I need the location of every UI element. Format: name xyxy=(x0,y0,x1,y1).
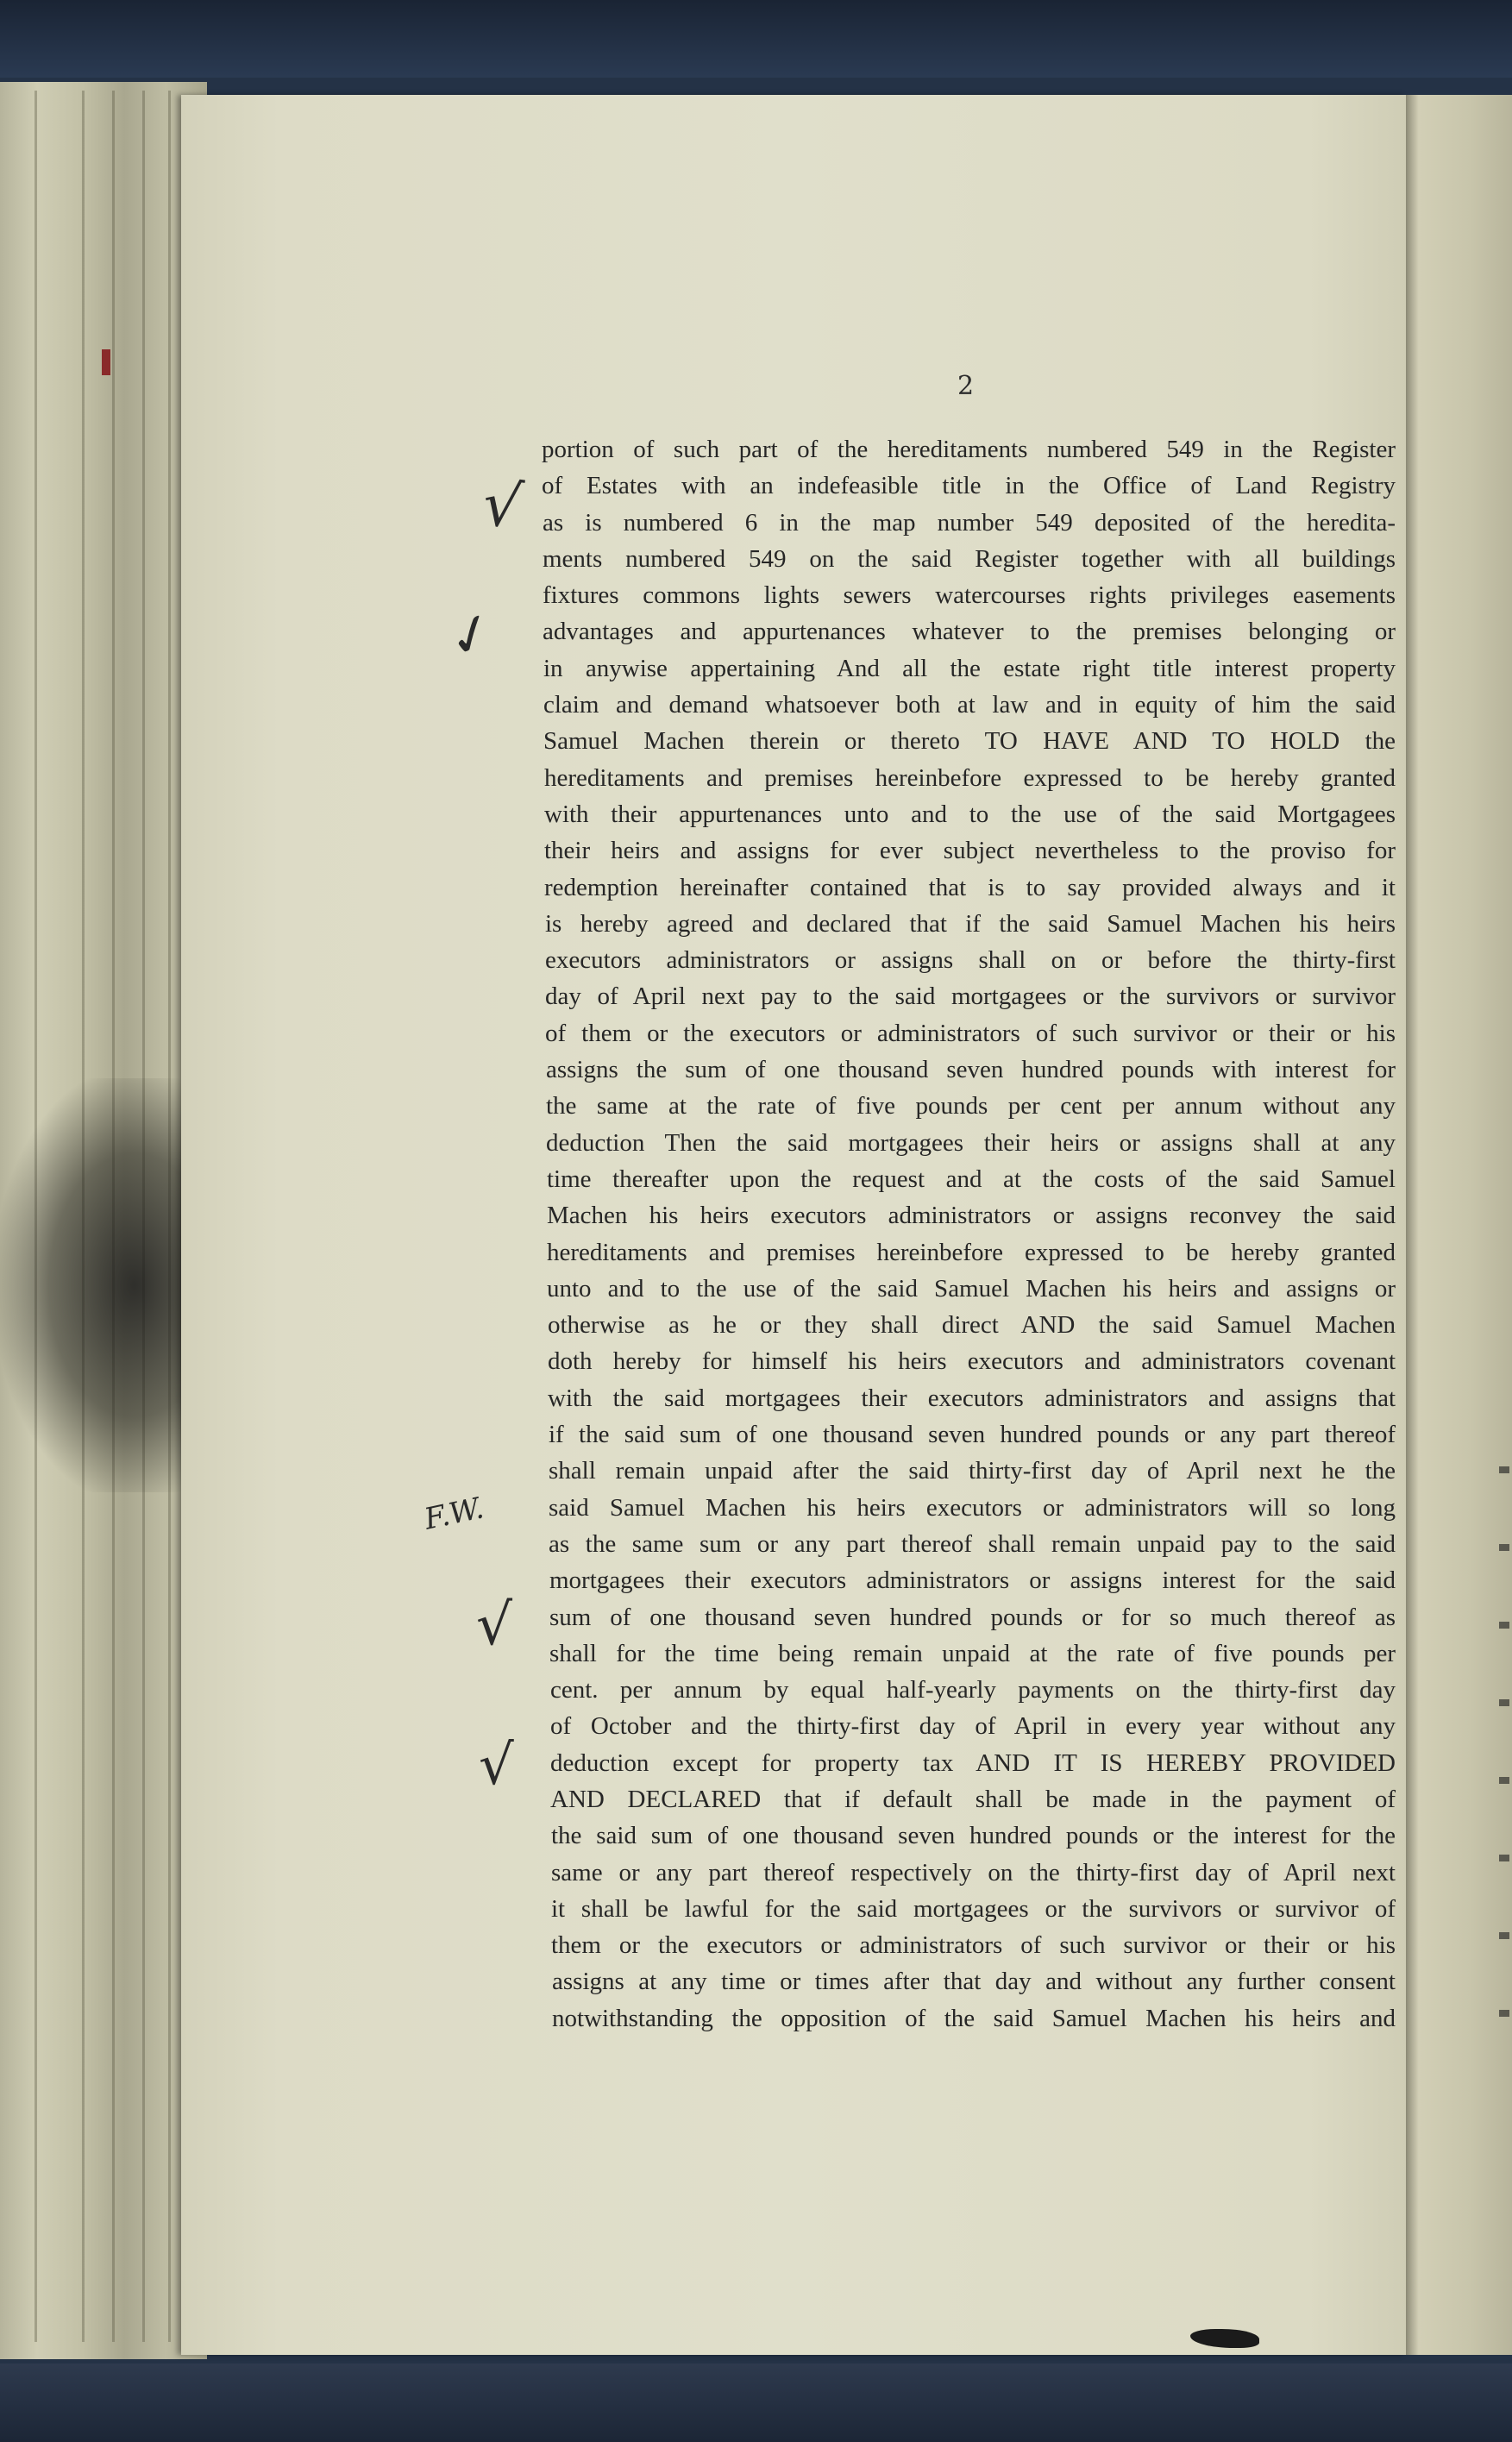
text-line: of October and the thirty-first day of April in every year without any xyxy=(550,1712,1396,1741)
text-line: executors administrators or assigns shall on or before the thirty-first xyxy=(545,946,1396,975)
text-line: doth hereby for himself his heirs executors and administrators covenant xyxy=(548,1347,1396,1376)
text-line: redemption hereinafter contained that is to say provided always and it xyxy=(544,873,1396,901)
margin-tick-mark: √ xyxy=(479,1734,514,1798)
text-line: with their appurtenances unto and to the use of the said Mortgagees xyxy=(544,800,1396,828)
text-line: time thereafter upon the request and at the costs of the said Samuel xyxy=(547,1165,1396,1193)
text-line: ments numbered 549 on the said Register together with all buildings xyxy=(543,544,1396,573)
deed-body-text xyxy=(542,431,1396,2037)
text-line: deduction except for property tax AND IT IS HEREBY PROVIDED xyxy=(550,1748,1396,1777)
text-line: the said sum of one thousand seven hundred pounds or the interest for the xyxy=(551,1822,1396,1850)
text-line: notwithstanding the opposition of the said Samuel Machen his heirs and xyxy=(552,2004,1396,2032)
text-line: day of April next pay to the said mortgagees or the survivors or survivor xyxy=(545,982,1396,1011)
text-line: as is numbered 6 in the map number 549 deposited of the heredita- xyxy=(543,508,1396,537)
text-line: claim and demand whatsoever both at law and in equity of him the said xyxy=(543,691,1396,719)
text-line: of Estates with an indefeasible title in the Office of Land Registry xyxy=(542,472,1396,500)
scan-background-top xyxy=(0,0,1512,78)
text-line: is hereby agreed and declared that if the said Samuel Machen his heirs xyxy=(545,909,1396,938)
text-line: as the same sum or any part thereof shall remain unpaid pay to the said xyxy=(549,1529,1396,1558)
text-line: fixtures commons lights sewers watercourses rights privileges easements xyxy=(543,581,1396,610)
text-line: hereditaments and premises hereinbefore expressed to be hereby granted xyxy=(544,763,1396,792)
red-tab-mark xyxy=(102,349,110,375)
text-line: advantages and appurtenances whatever to the premises belonging or xyxy=(543,618,1396,646)
margin-tick-mark: √ xyxy=(476,1591,513,1658)
margin-initials: F.W. xyxy=(421,1491,487,1537)
text-line: assigns at any time or times after that day and without any further consent xyxy=(552,1968,1396,1996)
margin-tick-mark: √ xyxy=(478,468,527,543)
facing-page-text-fragments xyxy=(1499,1466,1509,2036)
text-line: portion of such part of the hereditaments numbered 549 in the Register xyxy=(542,436,1396,463)
page-number: 2 xyxy=(957,371,975,401)
text-line: the same at the rate of five pounds per cent per annum without any xyxy=(546,1092,1396,1121)
text-line: AND DECLARED that if default shall be made in the payment of xyxy=(550,1785,1396,1813)
text-line: assigns the sum of one thousand seven hundred pounds with interest for xyxy=(546,1056,1396,1084)
text-line: them or the executors or administrators of such survivor or their or his xyxy=(551,1931,1396,1960)
text-line: shall for the time being remain unpaid at the rate of five pounds per xyxy=(549,1639,1396,1667)
text-line: unto and to the use of the said Samuel Machen his heirs and assigns or xyxy=(547,1274,1396,1303)
text-line: mortgagees their executors administrators or assigns interest for the said xyxy=(549,1566,1396,1595)
text-line: same or any part thereof respectively on the thirty-first day of April next xyxy=(551,1858,1396,1886)
text-line: Machen his heirs executors administrators or assigns reconvey the said xyxy=(547,1202,1396,1230)
margin-tick-mark: ✓ xyxy=(438,598,505,674)
text-line: their heirs and assigns for ever subject nevertheless to the proviso for xyxy=(544,837,1396,865)
text-line: if the said sum of one thousand seven hundred pounds or any part thereof xyxy=(549,1421,1396,1449)
text-line: otherwise as he or they shall direct AND the said Samuel Machen xyxy=(548,1311,1396,1340)
text-line: said Samuel Machen his heirs executors or administrators will so long xyxy=(549,1493,1396,1522)
scan-background-bottom xyxy=(0,2364,1512,2442)
text-line: it shall be lawful for the said mortgagees or the survivors or survivor of xyxy=(551,1894,1396,1923)
text-line: shall remain unpaid after the said thirty-first day of April next he the xyxy=(549,1457,1396,1485)
text-line: with the said mortgagees their executors administrators and assigns that xyxy=(548,1384,1396,1412)
text-line: cent. per annum by equal half-yearly payments on the thirty-first day xyxy=(550,1676,1396,1704)
text-line: deduction Then the said mortgagees their heirs or assigns shall at any xyxy=(546,1128,1396,1157)
text-line: sum of one thousand seven hundred pounds or for so much thereof as xyxy=(549,1603,1396,1631)
text-line: Samuel Machen therein or thereto TO HAVE AND TO HOLD the xyxy=(543,727,1396,756)
facing-page-edge xyxy=(1406,95,1512,2355)
text-line: of them or the executors or administrators of such survivor or their or his xyxy=(545,1019,1396,1047)
text-line: hereditaments and premises hereinbefore expressed to be hereby granted xyxy=(547,1238,1396,1266)
text-line: in anywise appertaining And all the estate right title interest property xyxy=(543,654,1396,682)
